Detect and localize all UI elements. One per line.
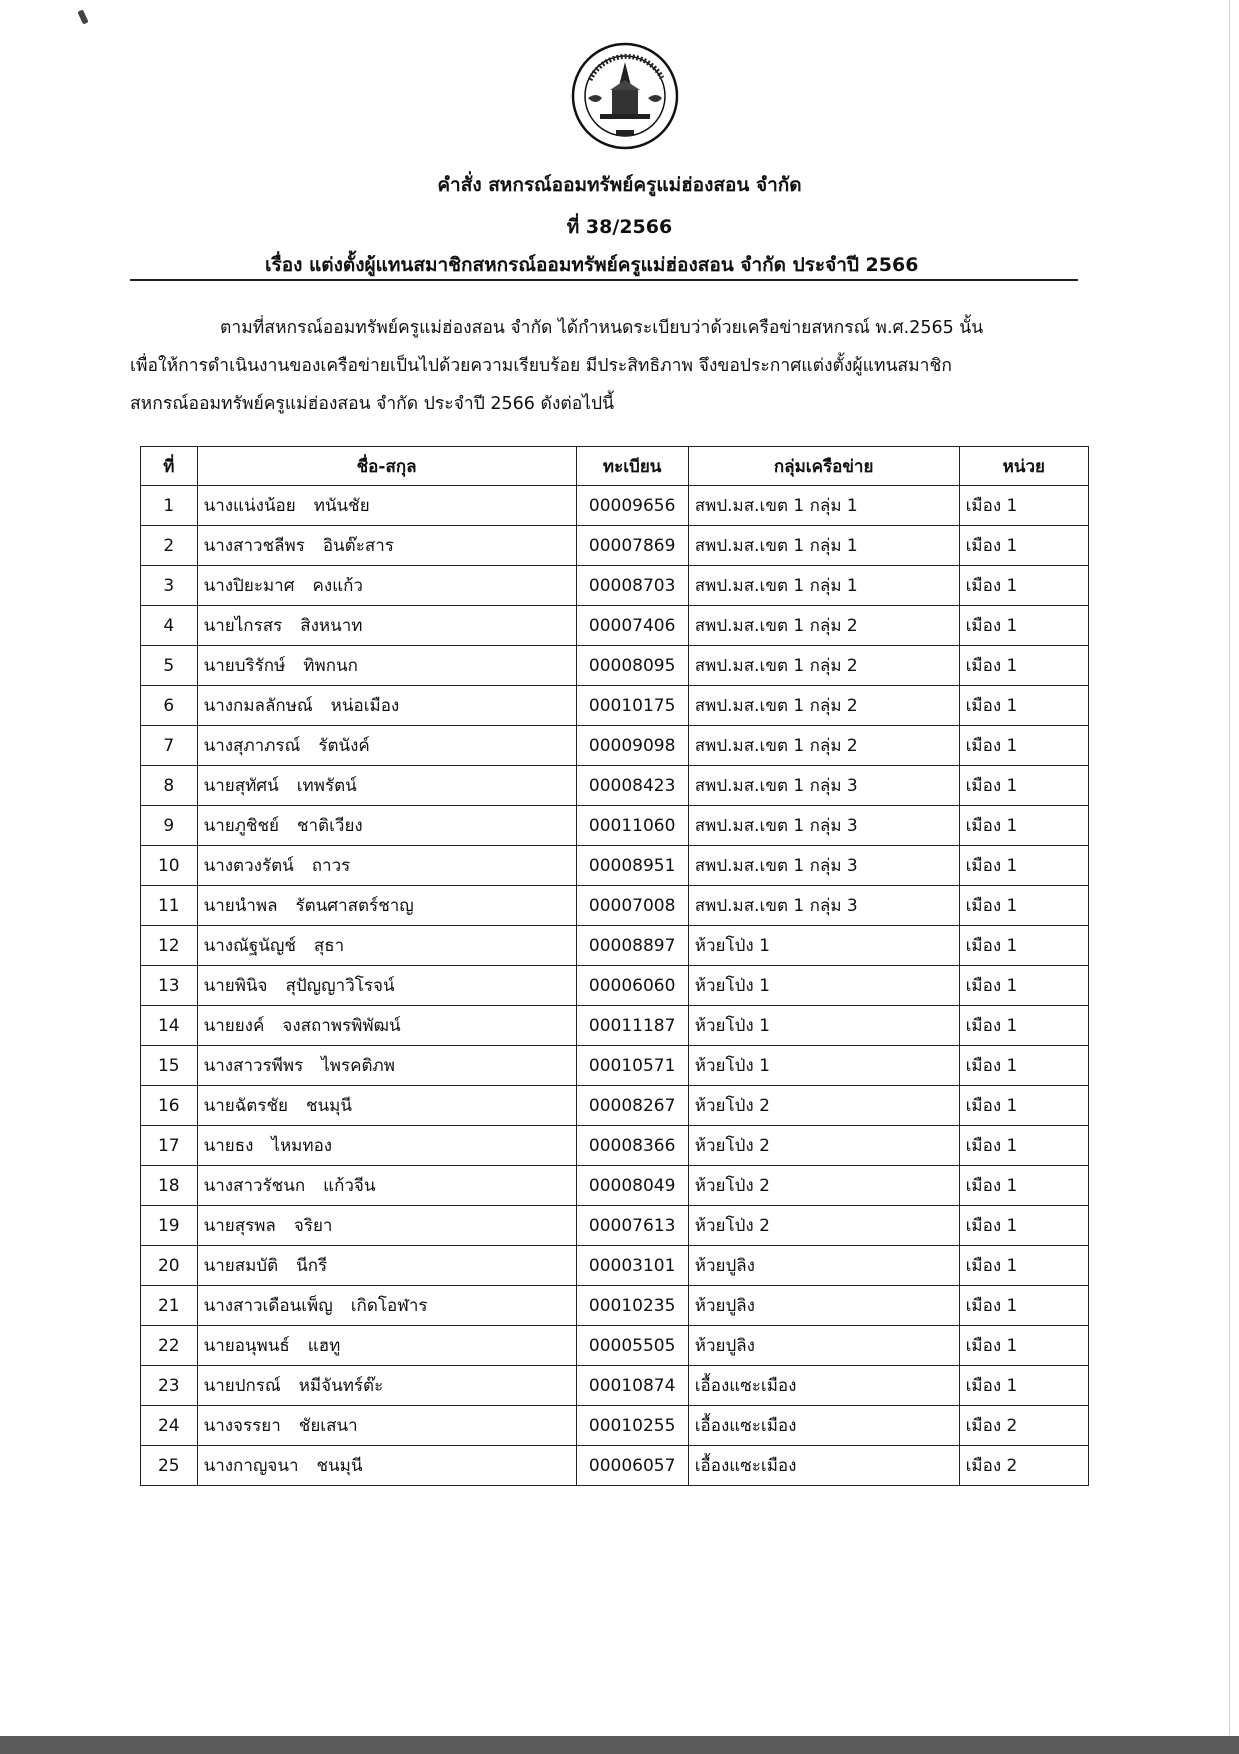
table-row [141,966,1089,1006]
table-row [141,766,1089,806]
row-number: 2 [141,526,198,566]
last-name: แก้วจีน [323,1176,376,1196]
unit: เมือง 1 [959,646,1088,686]
member-name [197,1046,576,1086]
row-number: 9 [141,806,198,846]
member-name [197,726,576,766]
table-row [141,1046,1089,1086]
row-number: 21 [141,1286,198,1326]
table-row [141,486,1089,526]
row-number: 3 [141,566,198,606]
network-group: ห้วยปูลิง [688,1326,959,1366]
row-number: 25 [141,1446,198,1486]
member-name [197,1206,576,1246]
member-name [197,606,576,646]
header-no: ที่ [141,447,198,486]
member-name [197,1366,576,1406]
last-name: จริยา [293,1216,333,1236]
first-name: นายบริรักษ์ [203,656,286,676]
unit: เมือง 1 [959,926,1088,966]
first-name: นายไกรสร [203,616,283,636]
row-number: 5 [141,646,198,686]
first-name: นางจรรยา [203,1416,281,1436]
last-name: อินต๊ะสาร [322,536,394,556]
registration-number: 00006057 [576,1446,688,1486]
last-name: ชาติเวียง [296,816,363,836]
table-row [141,1166,1089,1206]
last-name: เทพรัตน์ [296,776,357,796]
last-name: รัตนศาสตร์ชาญ [295,896,414,916]
last-name: เกิดโอฬาร [350,1296,428,1316]
network-group: สพป.มส.เขต 1 กลุ่ม 1 [688,526,959,566]
body-line-3: สหกรณ์ออมทรัพย์ครูแม่ฮ่องสอน จำกัด ประจำปี 2566 ดังต่อไปนี้ [130,394,615,414]
registration-number: 00010874 [576,1366,688,1406]
member-name [197,1126,576,1166]
representatives-table [140,446,1089,1486]
first-name: นางสาวชลีพร [203,536,305,556]
member-name [197,1086,576,1126]
registration-number: 00009656 [576,486,688,526]
last-name: ชนมุนี [316,1456,363,1476]
network-group: ห้วยโป่ง 1 [688,1006,959,1046]
first-name: นายอนุพนธ์ [203,1336,290,1356]
table-row [141,806,1089,846]
row-number: 16 [141,1086,198,1126]
table-row [141,1206,1089,1246]
first-name: นายธง [203,1136,254,1156]
registration-number: 00010175 [576,686,688,726]
unit: เมือง 1 [959,1206,1088,1246]
body-line-1: ตามที่สหกรณ์ออมทรัพย์ครูแม่ฮ่องสอน จำกัด ได้กำหนดระเบียบว่าด้วยเครือข่ายสหกรณ์ พ.ศ.2565 นั้น [220,318,984,338]
member-name [197,926,576,966]
last-name: ไหมทอง [271,1136,333,1156]
last-name: หมีจันทร์ต๊ะ [298,1376,384,1396]
unit: เมือง 1 [959,606,1088,646]
last-name: รัตนังค์ [318,736,370,756]
registration-number: 00011060 [576,806,688,846]
network-group: ห้วยโป่ง 2 [688,1086,959,1126]
scan-bottom-strip [0,1736,1239,1754]
unit: เมือง 1 [959,1046,1088,1086]
first-name: นายพินิจ [203,976,268,996]
unit: เมือง 1 [959,726,1088,766]
network-group: สพป.มส.เขต 1 กลุ่ม 2 [688,606,959,646]
unit: เมือง 1 [959,566,1088,606]
first-name: นางปิยะมาศ [203,576,295,596]
last-name: สุธา [313,936,345,956]
member-name [197,846,576,886]
registration-number: 00008897 [576,926,688,966]
table-header-row [141,447,1089,486]
order-subject: เรื่อง แต่งตั้งผู้แทนสมาชิกสหกรณ์ออมทรัพย์ครูแม่ฮ่องสอน จำกัด ประจำปี 2566 [265,254,919,276]
member-name [197,526,576,566]
registration-number: 00005505 [576,1326,688,1366]
first-name: นายฉัตรชัย [203,1096,288,1116]
registration-number: 00008267 [576,1086,688,1126]
network-group: สพป.มส.เขต 1 กลุ่ม 3 [688,766,959,806]
first-name: นางกมลลักษณ์ [203,696,313,716]
network-group: เอื้องแซะเมือง [688,1446,959,1486]
unit: เมือง 1 [959,1126,1088,1166]
last-name: ทิพกนก [303,656,358,676]
header-unit: หน่วย [959,447,1088,486]
first-name: นางสุภาภรณ์ [203,736,301,756]
network-group: ห้วยโป่ง 1 [688,1046,959,1086]
network-group: สพป.มส.เขต 1 กลุ่ม 2 [688,646,959,686]
unit: เมือง 1 [959,806,1088,846]
table-row [141,1406,1089,1446]
network-group: สพป.มส.เขต 1 กลุ่ม 3 [688,886,959,926]
table-row [141,846,1089,886]
network-group: สพป.มส.เขต 1 กลุ่ม 2 [688,726,959,766]
member-name [197,1166,576,1206]
scan-speck [77,9,88,24]
unit: เมือง 1 [959,846,1088,886]
registration-number: 00009098 [576,726,688,766]
row-number: 6 [141,686,198,726]
unit: เมือง 1 [959,1286,1088,1326]
header-name: ชื่อ-สกุล [197,447,576,486]
first-name: นายสมบัติ [203,1256,279,1276]
unit: เมือง 1 [959,486,1088,526]
network-group: ห้วยโป่ง 2 [688,1166,959,1206]
unit: เมือง 1 [959,526,1088,566]
unit: เมือง 1 [959,766,1088,806]
last-name: ชนมุนี [305,1096,352,1116]
row-number: 10 [141,846,198,886]
registration-number: 00008703 [576,566,688,606]
last-name: ถาวร [311,856,351,876]
member-name [197,1286,576,1326]
first-name: นายยงค์ [203,1016,265,1036]
last-name: จงสถาพรพิพัฒน์ [282,1016,401,1036]
row-number: 8 [141,766,198,806]
subject-divider [130,279,1078,281]
last-name: สิงหนาท [300,616,363,636]
member-name [197,1446,576,1486]
first-name: นางณัฐนัญช์ [203,936,296,956]
member-name [197,486,576,526]
network-group: สพป.มส.เขต 1 กลุ่ม 2 [688,686,959,726]
last-name: ไพรคติภพ [321,1056,395,1076]
member-name [197,646,576,686]
last-name: แฮทู [307,1336,341,1356]
last-name: หน่อเมือง [330,696,400,716]
table-row [141,1286,1089,1326]
member-name [197,806,576,846]
unit: เมือง 1 [959,966,1088,1006]
order-title: คำสั่ง สหกรณ์ออมทรัพย์ครูแม่ฮ่องสอน จำกัด [437,174,802,196]
registration-number: 00008095 [576,646,688,686]
last-name: สุปัญญาวิโรจน์ [285,976,395,996]
network-group: สพป.มส.เขต 1 กลุ่ม 1 [688,566,959,606]
registration-number: 00007613 [576,1206,688,1246]
first-name: นายสุรพล [203,1216,276,1236]
row-number: 24 [141,1406,198,1446]
last-name: นีกรี [296,1256,328,1276]
first-name: นายปกรณ์ [203,1376,281,1396]
table-row [141,526,1089,566]
registration-number: 00006060 [576,966,688,1006]
registration-number: 00010255 [576,1406,688,1446]
unit: เมือง 1 [959,886,1088,926]
registration-number: 00008049 [576,1166,688,1206]
registration-number: 00008366 [576,1126,688,1166]
network-group: เอื้องแซะเมือง [688,1366,959,1406]
unit: เมือง 1 [959,1326,1088,1366]
table-row [141,1326,1089,1366]
registration-number: 00008951 [576,846,688,886]
table-row [141,566,1089,606]
network-group: ห้วยโป่ง 1 [688,966,959,1006]
last-name: คงแก้ว [312,576,363,596]
network-group: ห้วยโป่ง 2 [688,1126,959,1166]
table-row [141,726,1089,766]
member-name [197,1246,576,1286]
unit: เมือง 1 [959,1006,1088,1046]
table-row [141,686,1089,726]
first-name: นางสาวรพีพร [203,1056,304,1076]
table-row [141,1246,1089,1286]
row-number: 12 [141,926,198,966]
network-group: สพป.มส.เขต 1 กลุ่ม 3 [688,806,959,846]
first-name: นางสาวเดือนเพ็ญ [203,1296,333,1316]
header-network: กลุ่มเครือข่าย [688,447,959,486]
member-name [197,766,576,806]
last-name: ชัยเสนา [298,1416,358,1436]
cooperative-seal-logo [570,40,680,152]
unit: เมือง 1 [959,686,1088,726]
row-number: 19 [141,1206,198,1246]
registration-number: 00007008 [576,886,688,926]
first-name: นางตวงรัตน์ [203,856,294,876]
registration-number: 00011187 [576,1006,688,1046]
row-number: 1 [141,486,198,526]
row-number: 11 [141,886,198,926]
row-number: 22 [141,1326,198,1366]
registration-number: 00007869 [576,526,688,566]
table-row [141,1126,1089,1166]
table-row [141,646,1089,686]
member-name [197,566,576,606]
header-reg: ทะเบียน [576,447,688,486]
unit: เมือง 1 [959,1366,1088,1406]
network-group: ห้วยโป่ง 2 [688,1206,959,1246]
last-name: ทนันชัย [313,496,370,516]
row-number: 15 [141,1046,198,1086]
unit: เมือง 2 [959,1406,1088,1446]
table-row [141,1446,1089,1486]
first-name: นายภูชิชย์ [203,816,279,836]
first-name: นางแน่งน้อย [203,496,296,516]
unit: เมือง 1 [959,1246,1088,1286]
row-number: 14 [141,1006,198,1046]
unit: เมือง 1 [959,1086,1088,1126]
first-name: นายสุทัศน์ [203,776,279,796]
registration-number: 00003101 [576,1246,688,1286]
row-number: 23 [141,1366,198,1406]
unit: เมือง 1 [959,1166,1088,1206]
member-name [197,886,576,926]
first-name: นางกาญจนา [203,1456,299,1476]
network-group: ห้วยปูลิง [688,1286,959,1326]
member-name [197,686,576,726]
row-number: 13 [141,966,198,1006]
member-name [197,1406,576,1446]
first-name: นายนำพล [203,896,278,916]
row-number: 20 [141,1246,198,1286]
network-group: สพป.มส.เขต 1 กลุ่ม 1 [688,486,959,526]
network-group: ห้วยโป่ง 1 [688,926,959,966]
member-name [197,966,576,1006]
network-group: เอื้องแซะเมือง [688,1406,959,1446]
unit: เมือง 2 [959,1446,1088,1486]
order-number: ที่ 38/2566 [566,216,673,238]
registration-number: 00010571 [576,1046,688,1086]
page-edge [1229,0,1230,1735]
network-group: สพป.มส.เขต 1 กลุ่ม 3 [688,846,959,886]
table-row [141,926,1089,966]
registration-number: 00008423 [576,766,688,806]
table-row [141,1366,1089,1406]
network-group: ห้วยปูลิง [688,1246,959,1286]
registration-number: 00007406 [576,606,688,646]
member-name [197,1326,576,1366]
row-number: 18 [141,1166,198,1206]
table-row [141,606,1089,646]
first-name: นางสาวรัชนก [203,1176,306,1196]
member-name [197,1006,576,1046]
body-line-2: เพื่อให้การดำเนินงานของเครือข่ายเป็นไปด้วยความเรียบร้อย มีประสิทธิภาพ จึงขอประกาศแต่งตั้งผู้แทนสมาชิก [130,356,952,376]
table-row [141,1086,1089,1126]
table-row [141,1006,1089,1046]
registration-number: 00010235 [576,1286,688,1326]
row-number: 7 [141,726,198,766]
row-number: 4 [141,606,198,646]
table-row [141,886,1089,926]
row-number: 17 [141,1126,198,1166]
